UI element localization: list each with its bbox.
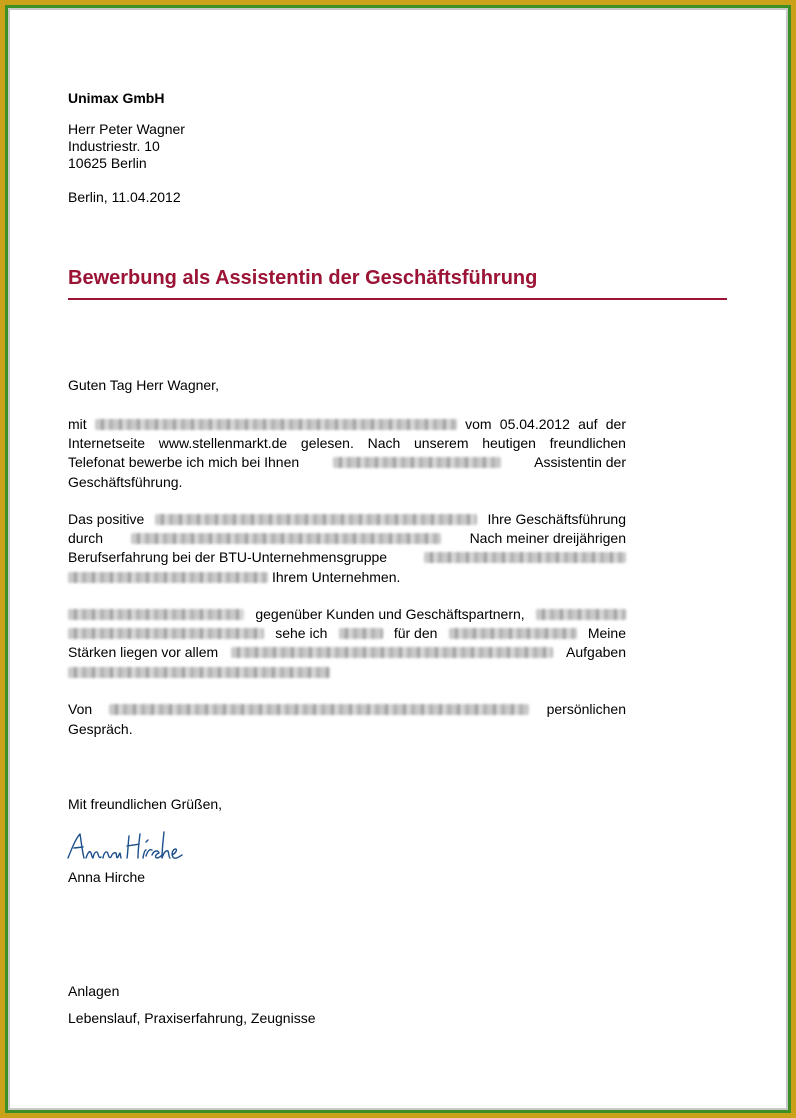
recipient-name: Herr Peter Wagner [68, 121, 185, 137]
paragraph-2-line-4 [68, 568, 400, 588]
recipient-street: Industriestr. 10 [68, 138, 160, 154]
redacted-text [155, 514, 477, 525]
text-segment: Von [68, 701, 93, 717]
paragraph-1-line-3 [68, 453, 626, 473]
text-segment: persönlichen [546, 701, 626, 717]
signer-name: Anna Hirche [68, 869, 146, 885]
date-line: Berlin, 11.04.2012 [68, 189, 181, 205]
redacted-text [68, 572, 268, 583]
sender-company: Unimax GmbH [68, 90, 165, 106]
paragraph-3-line-4 [68, 663, 330, 683]
paragraph-2-line-3 [68, 548, 626, 568]
redacted-text [68, 667, 330, 678]
paragraph-1-line-2 [68, 434, 626, 454]
paragraph-2-line-1 [68, 510, 626, 530]
text-segment: Berufserfahrung bei der BTU-Unternehmensgruppe [68, 549, 388, 565]
word: freundlichen [549, 435, 626, 451]
word: www.stellenmarkt.de [158, 435, 288, 451]
subject-rule [68, 298, 727, 300]
redacted-text [95, 419, 457, 430]
text-segment: vom [465, 416, 492, 432]
handwritten-signature [66, 828, 206, 864]
closing: Mit freundlichen Grüßen, [68, 796, 223, 812]
text-segment: gegenüber Kunden und Geschäftspartnern, [255, 606, 525, 622]
attachments-list: Lebenslauf, Praxiserfahrung, Zeugnisse [68, 1010, 316, 1026]
paragraph-4-line-1 [68, 700, 626, 720]
word: Nach [367, 435, 401, 451]
salutation: Guten Tag Herr Wagner, [68, 377, 219, 393]
text-segment: der [605, 416, 626, 432]
text-segment: Assistentin der [534, 454, 626, 470]
text-segment: Stärken liegen vor allem [68, 644, 219, 660]
paragraph-3-line-3 [68, 643, 626, 663]
redacted-text [536, 609, 626, 620]
redacted-text [449, 628, 577, 639]
redacted-text [424, 552, 626, 563]
word: unserem [414, 435, 469, 451]
redacted-text [109, 704, 529, 715]
text-segment: Nach meiner dreijährigen [469, 530, 626, 546]
paragraph-1-line-1 [68, 415, 626, 435]
word: Internetseite [68, 435, 146, 451]
text-segment: Meine [587, 625, 626, 641]
text-segment: Das positive [68, 511, 145, 527]
word: heutigen [482, 435, 536, 451]
text-segment: sehe ich [275, 625, 328, 641]
text-segment: durch [68, 530, 104, 546]
paragraph-3-line-2 [68, 624, 626, 644]
attachments-label: Anlagen [68, 983, 120, 999]
text-segment: Aufgaben [566, 644, 626, 660]
paragraph-2-line-2 [68, 529, 626, 549]
recipient-city: 10625 Berlin [68, 155, 147, 171]
word: gelesen. [300, 435, 354, 451]
letter-page [10, 10, 786, 1108]
subject-heading: Bewerbung als Assistentin der Geschäftsführung [68, 267, 538, 289]
text-segment: für den [393, 625, 438, 641]
text-segment: Ihrem Unternehmen. [272, 569, 401, 585]
redacted-text [68, 628, 264, 639]
paragraph-1-line-4: Geschäftsführung. [68, 474, 183, 490]
text-segment: Ihre Geschäftsführung [487, 511, 626, 527]
text-segment: Telefonat bewerbe ich mich bei Ihnen [68, 454, 300, 470]
paragraph-4-line-2: Gespräch. [68, 721, 133, 737]
redacted-text [68, 609, 244, 620]
text-segment: 05.04.2012 [499, 416, 570, 432]
text-segment: auf [578, 416, 598, 432]
redacted-text [339, 628, 383, 639]
redacted-text [131, 533, 441, 544]
redacted-text [333, 457, 501, 468]
paragraph-3-line-1 [68, 605, 626, 625]
redacted-text [231, 647, 553, 658]
text-segment: mit [68, 416, 87, 432]
